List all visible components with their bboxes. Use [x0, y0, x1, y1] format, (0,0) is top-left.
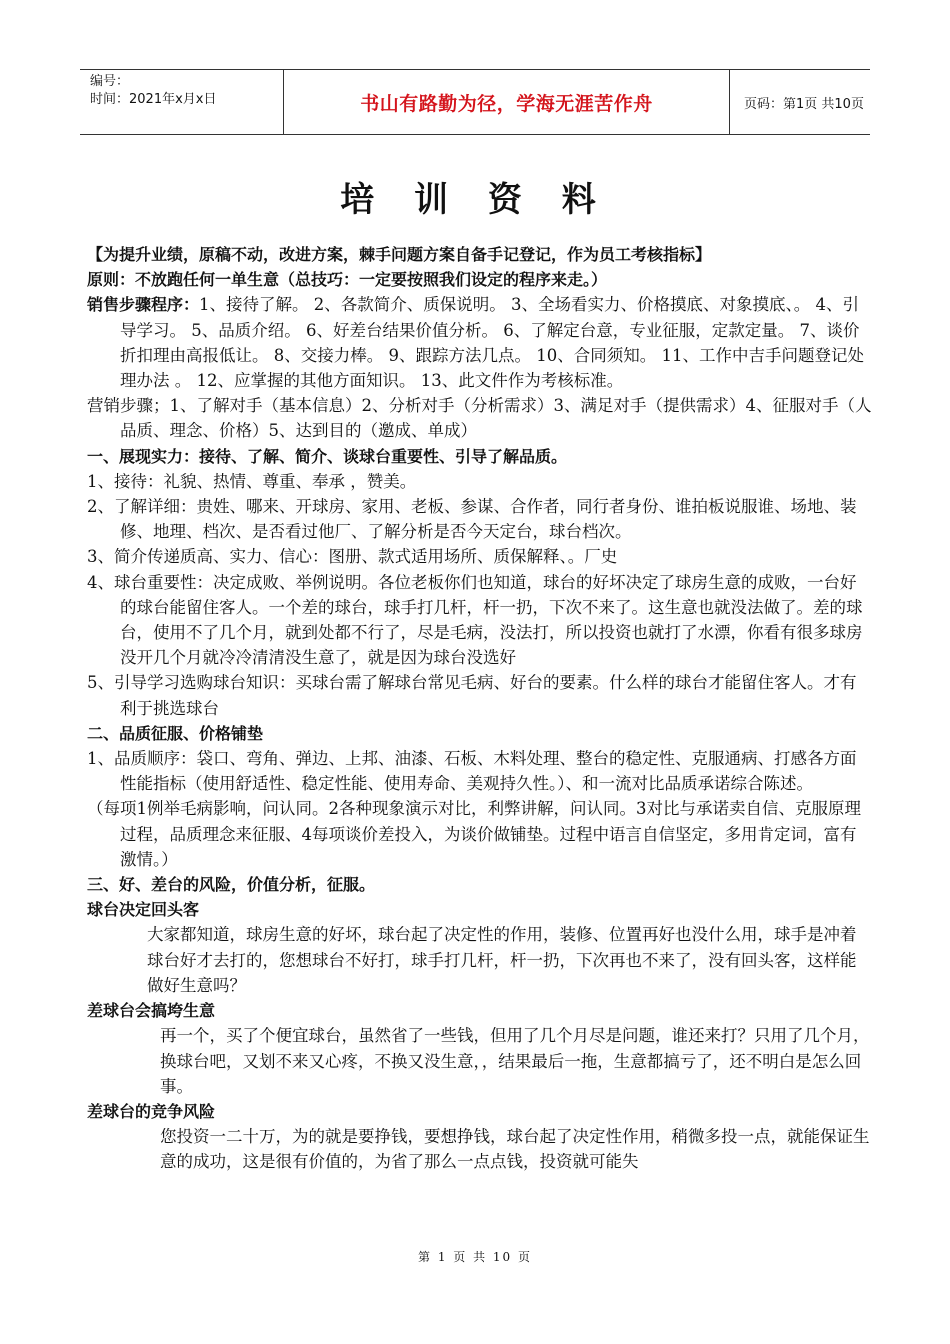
section-2-heading: 二、品质征服、价格铺垫	[87, 723, 264, 743]
page-header	[80, 69, 870, 135]
sales-steps	[87, 292, 872, 393]
section-2-note: （每项1例举毛病影响，问认同。2各种现象演示对比，利弊讲解，问认同。3对比与承诺卖自信、克服原理过程，品质理念来征服、4每项谈价差投入，为谈价做铺垫。过程中语言自信坚定，多用肯定词，富有激情。）	[87, 799, 861, 869]
header-page-info-cell	[730, 70, 870, 134]
subheading-repeat-customers: 球台决定回头客	[87, 900, 200, 920]
paragraph-repeat-customers: 大家都知道，球房生意的好坏，球台起了决定性的作用，装修、位置再好也没什么用，球手是冲着球台好才去打的，您想球台不好打，球手打几杆，杆一扔，下次再也不来了，没有回头客，这样能做好生意吗？	[147, 925, 857, 995]
paragraph-bad-table: 再一个，买了个便宜球台，虽然省了一些钱，但用了几个月尽是问题，谁还来打？只用了几个月，换球台吧，又划不来又心疼，不换又没生意，，结果最后一拖，生意都搞亏了，还不明白是怎么回事。	[160, 1026, 870, 1096]
header-meta	[80, 70, 283, 134]
header-motto-cell	[283, 70, 730, 134]
page-footer: 第 1 页 共 10 页	[418, 1250, 532, 1264]
paragraph-competition-risk: 您投资一二十万，为的就是要挣钱，要想挣钱，球台起了决定性作用，稍微多投一点，就能保证生意的成功，这是很有价值的，为省了那么一点点钱，投资就可能失	[160, 1127, 870, 1172]
document-body	[87, 242, 872, 1175]
subheading-competition-risk: 差球台的竞争风险	[87, 1101, 216, 1121]
section-1-item-4: 4、球台重要性：决定成败、举例说明。各位老板你们也知道，球台的好坏决定了球房生意的成败，一台好的球台能留住客人。一个差的球台，球手打几杆，杆一扔，下次不来了。这生意也就没法做了。差的球台，使用不了几个月，就到处都不行了，尽是毛病，没法打，所以投资也就打了水漂，你看有很多球房没开几个月就冷冷清清没生意了，就是因为球台没选好	[87, 572, 863, 668]
intro-note: 【为提升业绩，原稿不动，改进方案，棘手问题方案自备手记登记，作为员工考核指标】	[87, 245, 712, 264]
section-1-item-1: 1、接待：礼貌、热情、尊重、奉承 ，赞美。	[87, 471, 417, 491]
section-1-item-3: 3、简介传递质高、实力、信心：图册、款式适用场所、质保解释、。厂史	[87, 547, 618, 567]
section-1-item-2: 2、了解详细：贵姓、哪来、开球房、家用、老板、参谋、合作者，同行者身份、谁拍板说服谁、场地、装修、地理、档次、是否看过他厂、了解分析是否今天定台，球台档次。	[87, 497, 857, 542]
section-2-item-1: 1、品质顺序：袋口、弯角、弹边、上邦、油漆、石板、木料处理、整台的稳定性、克服通病、打感各方面性能指标（使用舒适性、稳定性能、使用寿命、美观持久性。）、和一流对比品质承诺综合陈述。	[87, 749, 857, 794]
time-label: 时间：2021年x月x日	[90, 92, 217, 107]
section-3-heading: 三、好、差台的风险，价值分析，征服。	[87, 875, 376, 895]
sales-steps-body: 1、接待了解。 2、各款简介、质保说明。 3、全场看实力、价格摸底、对象摸底、。 4、引导学习。 5、品质介绍。 6、好差台结果价值分析。 6、了解定台意，专业征服，定款定量。 7、谈价折扣理由高报低让。 8、交接力棒。 9、跟踪方法几点。 10、合同须知。 11、工作中吉手问题登记处理办法 。 12、应掌握的其他方面知识。 13、此文件作为考核标准。	[120, 295, 864, 391]
subheading-bad-table: 差球台会搞垮生意	[87, 1001, 216, 1021]
page-info: 页码：第1页 共10页	[744, 96, 864, 112]
document-title: 培 训 资 料	[340, 180, 610, 220]
section-1-item-5: 5、引导学习选购球台知识：买球台需了解球台常见毛病、好台的要素。什么样的球台才能留住客人。才有利于挑选球台	[87, 673, 857, 718]
principle-line: 原则：不放跑任何一单生意（总技巧：一定要按照我们设定的程序来走。）	[87, 270, 608, 290]
code-label: 编号：	[90, 74, 130, 89]
section-1-heading: 一、展现实力：接待、了解、简介、谈球台重要性、引导了解品质。	[87, 446, 568, 466]
marketing-steps: 营销步骤；1、了解对手（基本信息）2、分析对手（分析需求）3、满足对手（提供需求）4、征服对手（人品质、理念、价格）5、达到目的（邀成、单成）	[87, 396, 872, 441]
motto: 书山有路勤为径，学海无涯苦作舟	[360, 92, 653, 115]
sales-steps-heading: 销售步骤程序：	[87, 295, 200, 315]
